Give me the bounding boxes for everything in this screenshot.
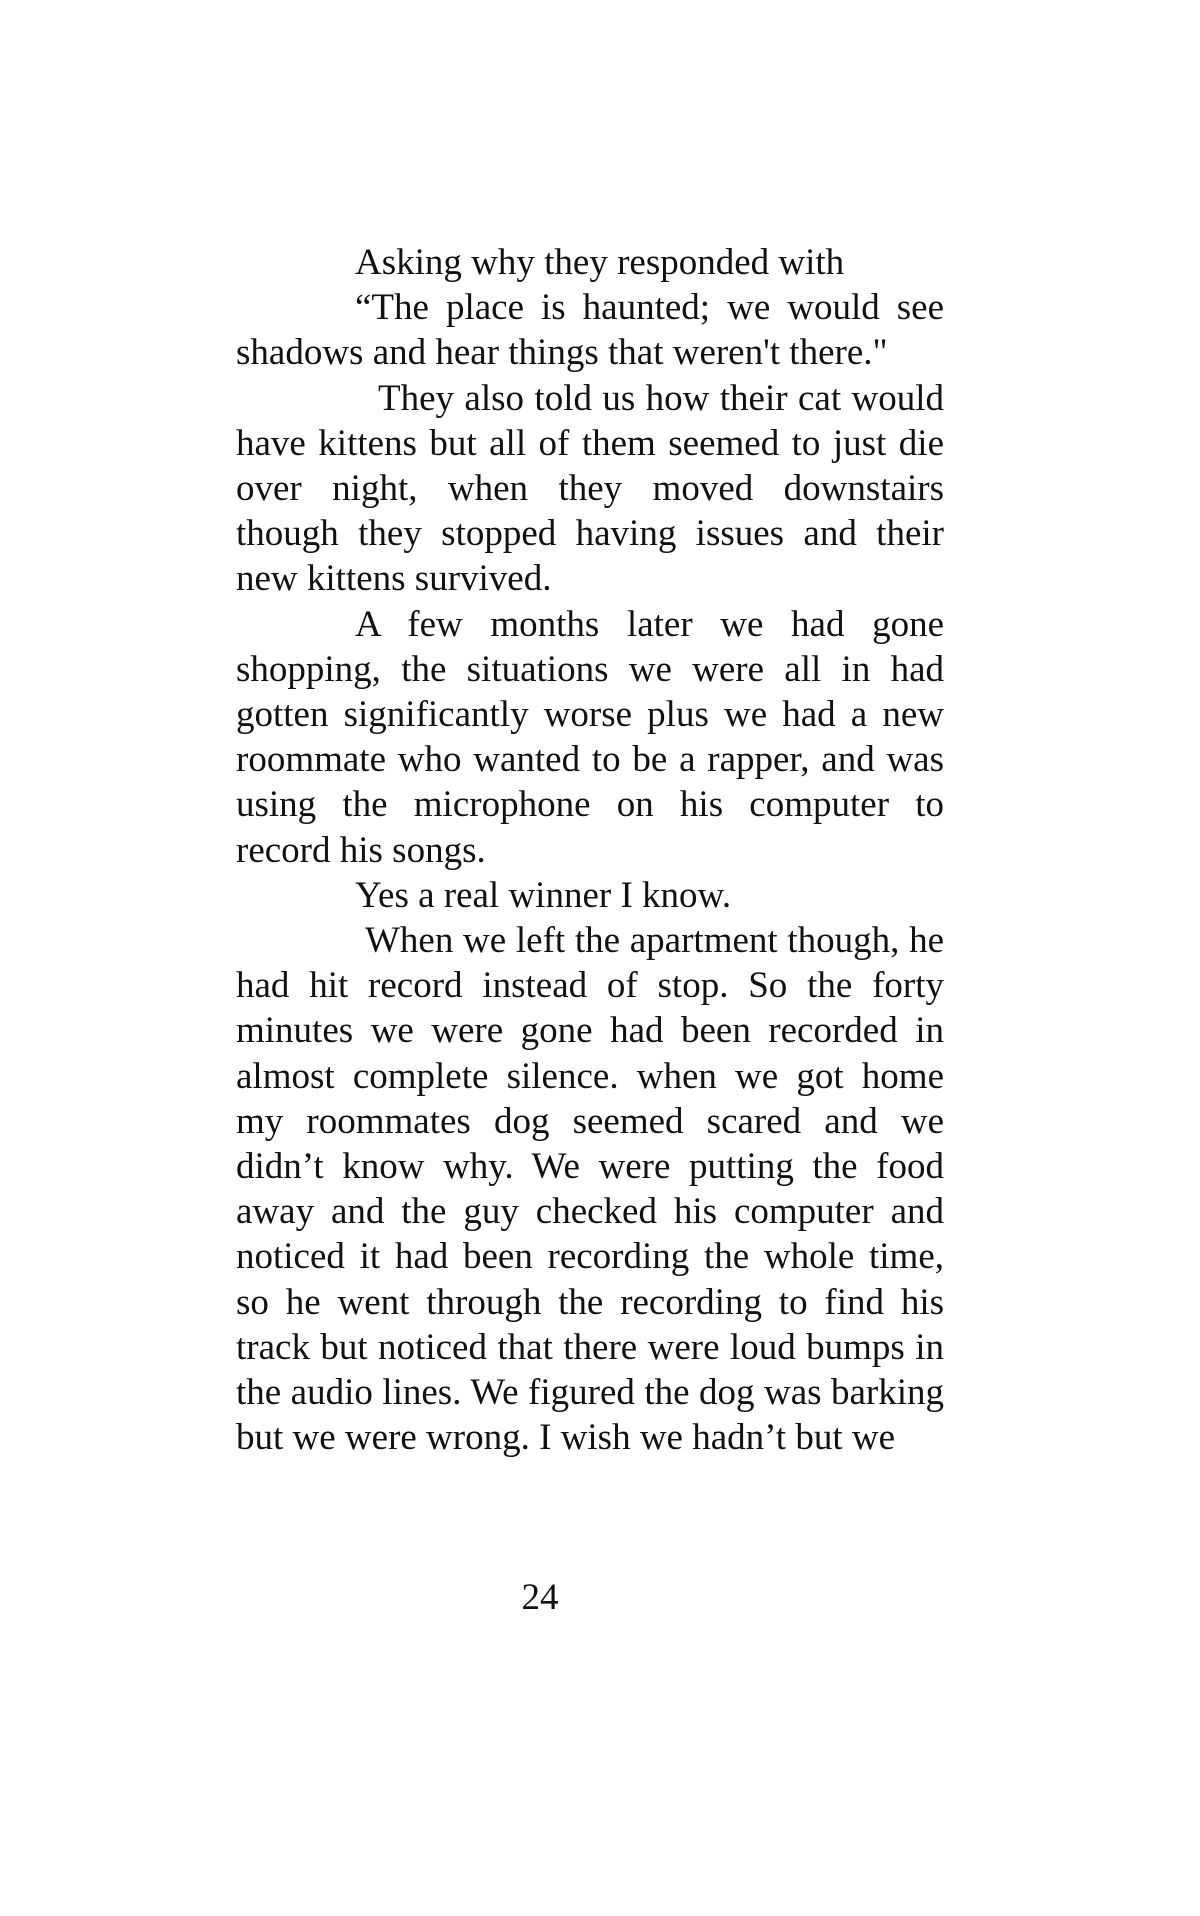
paragraph-winner: Yes a real winner I know. [355, 874, 732, 916]
paragraph-recording: When we left the apartment though, he had hit record instead of stop. So the forty minutes we were gone had been recorded in almost complete silence. when we got home my roommates dog seemed scared and we didn’t know why. We were putting the food away and the guy checked his computer and noticed it had been recording the whole time, so he went through the recording to find his track but noticed that there were loud bumps in the audio lines. We figured the dog was barking but we were wrong. I wish we hadn’t but we [236, 920, 944, 1459]
body-text [236, 240, 944, 1460]
paragraph-cat: They also told us how their cat would have kittens but all of them seemed to just die over night, when they moved downstairs though they stopped having issues and their new kittens survived. [236, 377, 944, 600]
paragraph-quote: “The place is haunted; we would see shadows and hear things that weren't there." [236, 287, 944, 374]
paragraph-shopping: A few months later we had gone shopping, the situations we were all in had gotten significantly worse plus we had a new roommate who wanted to be a rapper, and was using the microphone on his computer to record his songs. [236, 603, 944, 871]
paragraph-asking: Asking why they responded with [355, 242, 845, 283]
page-number: 24 [521, 1577, 559, 1618]
